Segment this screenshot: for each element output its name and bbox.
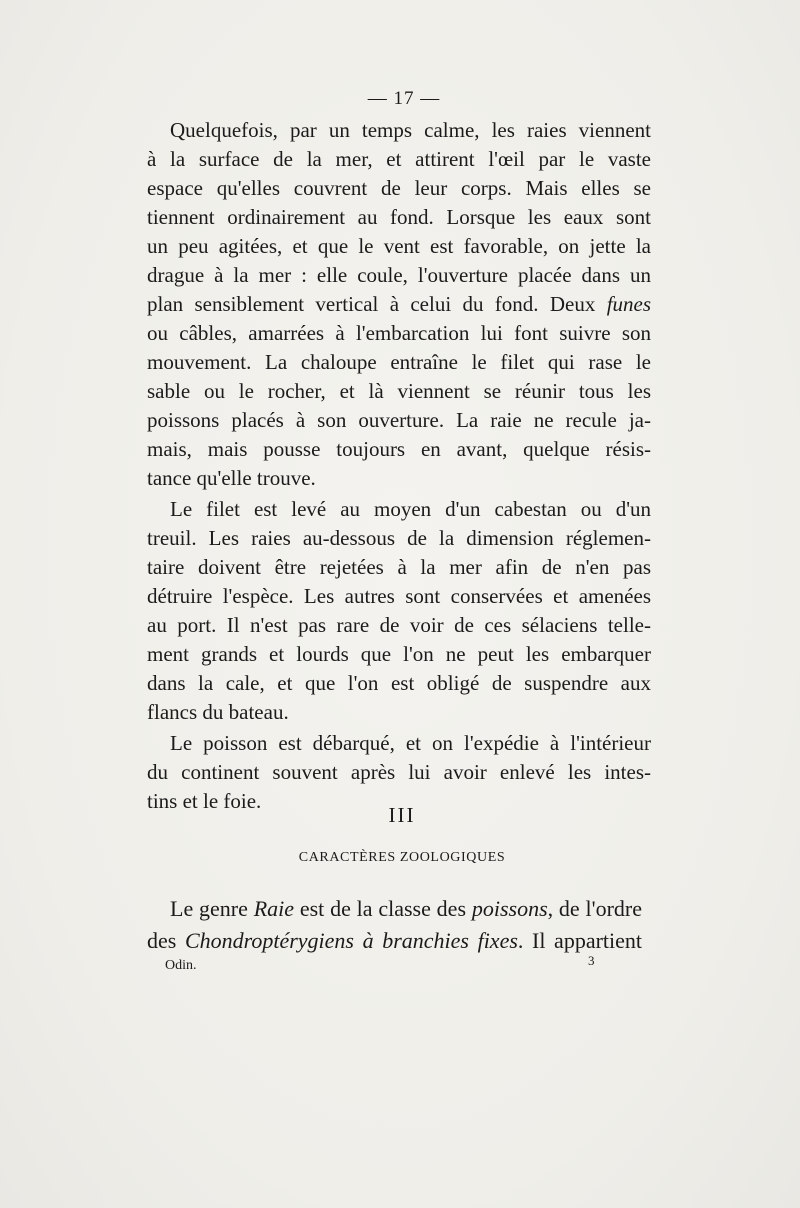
text-line-start: plan sensiblement vertical à celui du fond. Deux	[147, 292, 596, 316]
italic-phrase: à branchies fixes	[362, 928, 518, 953]
footer-signature-mark: 3	[588, 953, 595, 968]
text-run: Le genre	[170, 896, 254, 921]
text-run: des	[147, 928, 185, 953]
text-line: tance qu'elle trouve.	[147, 466, 316, 490]
text-line: taire doivent être rejetées à la mer afin de n'en pas	[147, 555, 651, 579]
section-heading: CARACTÈRES ZOOLOGIQUES	[298, 850, 506, 865]
text-line: tiennent ordinairement au fond. Lorsque les eaux sont	[147, 205, 651, 229]
page-number: — 17 —	[367, 88, 441, 109]
text-line: ou câbles, amarrées à l'embarcation lui font suivre son	[147, 321, 651, 345]
text-line: flancs du bateau.	[147, 700, 289, 724]
text-run: , de l'ordre	[547, 896, 643, 921]
text-line: du continent souvent après lui avoir enlevé les intes-	[147, 760, 651, 784]
paragraph-1	[147, 116, 651, 493]
italic-word: funes	[606, 292, 652, 316]
text-line: détruire l'espèce. Les autres sont conservées et amenées	[147, 584, 651, 608]
text-run: . Il appartient	[517, 928, 643, 953]
text-line: mouvement. La chaloupe entraîne le filet qui rase le	[147, 350, 651, 374]
text-line: mais, mais pousse toujours en avant, quelque résis-	[147, 437, 651, 461]
text-line: dans la cale, et que l'on est obligé de suspendre aux	[147, 671, 651, 695]
text-line: espace qu'elles couvrent de leur corps. Mais elles se	[147, 176, 651, 200]
text-line: treuil. Les raies au-dessous de la dimension réglemen-	[147, 526, 651, 550]
italic-word: Raie	[253, 896, 295, 921]
body-text	[147, 116, 651, 816]
text-line: Quelquefois, par un temps calme, les raies viennent	[170, 118, 651, 142]
text-line: ment grands et lourds que l'on ne peut les embarquer	[147, 642, 651, 666]
text-line	[147, 290, 651, 319]
italic-word: Chondroptérygiens	[184, 928, 354, 953]
footer-author: Odin.	[165, 958, 197, 973]
text-run: est de la classe des	[294, 896, 472, 921]
text-line: sable ou le rocher, et là viennent se réunir tous les	[147, 379, 651, 403]
text-line: un peu agitées, et que le vent est favorable, on jette la	[147, 234, 651, 258]
text-line: au port. Il n'est pas rare de voir de ces sélaciens telle-	[147, 613, 651, 637]
text-run	[354, 928, 363, 953]
page-footer	[0, 953, 800, 977]
text-line: Le filet est levé au moyen d'un cabestan ou d'un	[170, 497, 651, 521]
text-line: tins et le foie.	[147, 789, 262, 813]
text-line: à la surface de la mer, et attirent l'œil par le vaste	[147, 147, 651, 171]
text-line: poissons placés à son ouverture. La raie ne recule ja-	[147, 408, 651, 432]
closing-paragraph	[147, 893, 642, 957]
text-line: Le poisson est débarqué, et on l'expédie à l'intérieur	[170, 731, 651, 755]
italic-word: poissons	[471, 896, 548, 921]
paragraph-2	[147, 495, 651, 727]
text-line	[147, 893, 642, 925]
text-line: drague à la mer : elle coule, l'ouverture placée dans un	[147, 263, 651, 287]
section-numeral: III	[388, 803, 416, 827]
